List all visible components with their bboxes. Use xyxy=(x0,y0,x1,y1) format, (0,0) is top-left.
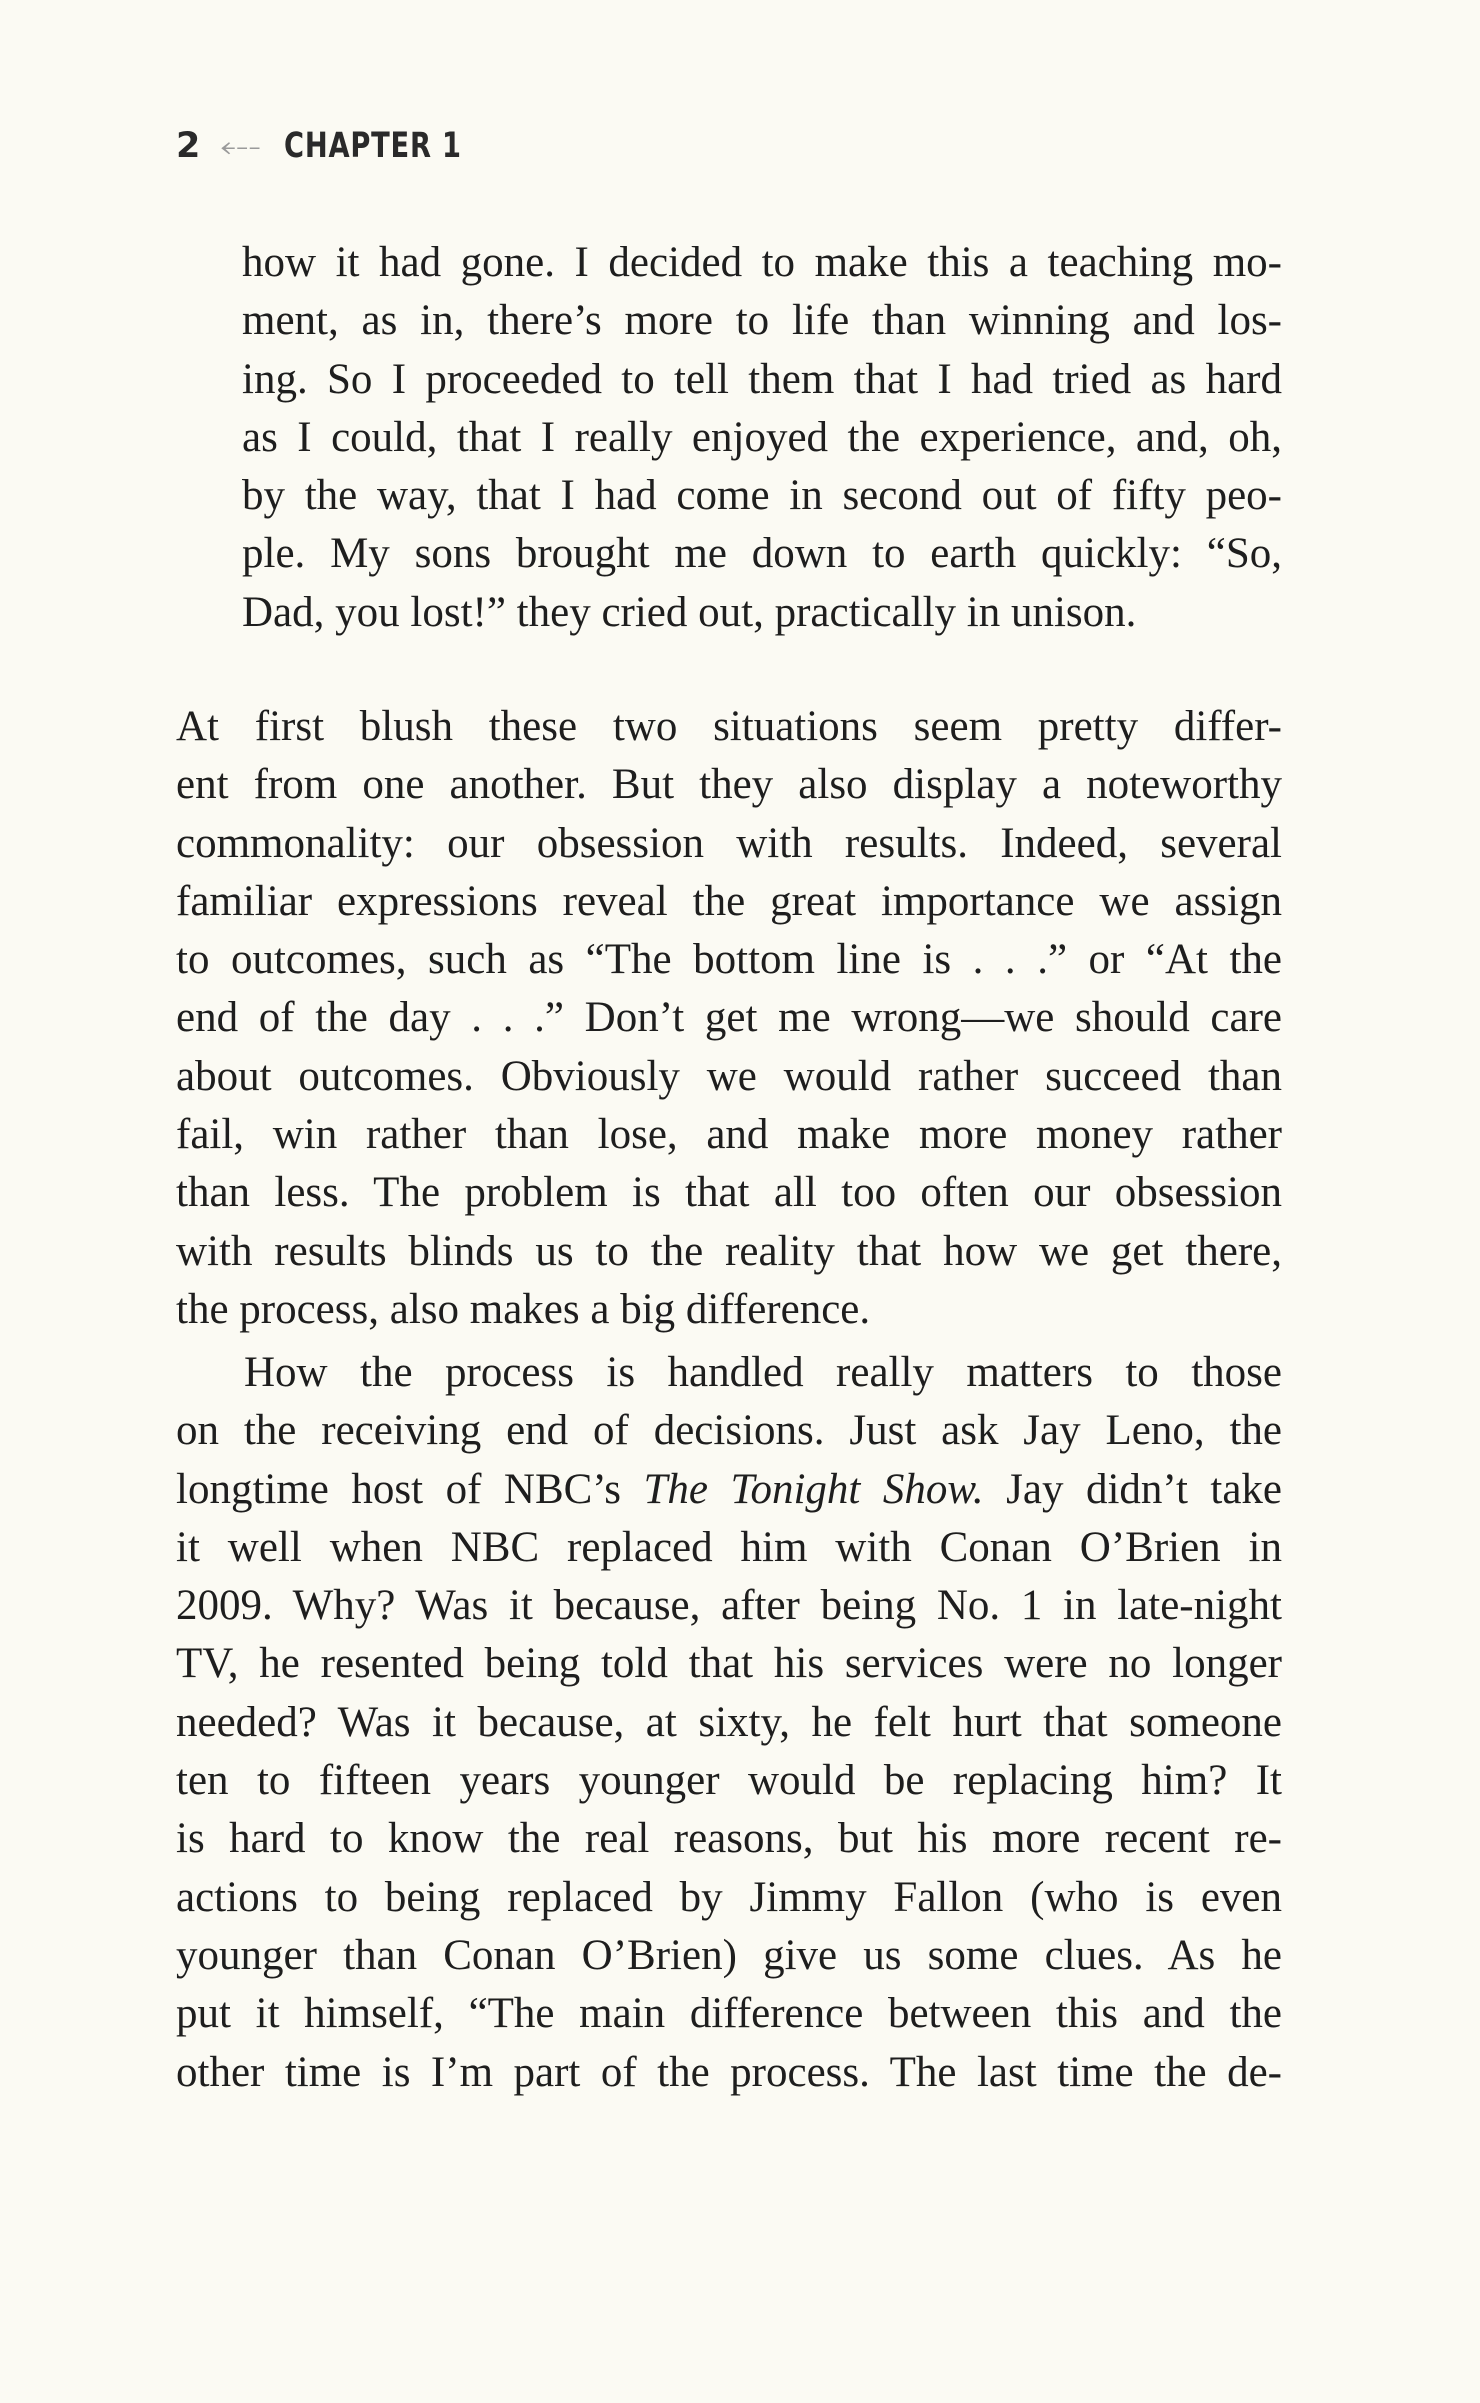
text-line: by the way, that I had come in second out of fifty peo- xyxy=(242,472,1282,520)
text-line-with-title xyxy=(176,1461,1282,1519)
text-line: ten to fifteen years younger would be replacing him? It xyxy=(176,1757,1282,1805)
text-line: than less. The problem is that all too often our obsession xyxy=(176,1169,1282,1217)
ornament-icon: ⤎ xyxy=(220,128,263,164)
text-line: familiar expressions reveal the great importance we assign xyxy=(176,877,1282,925)
text-line: TV, he resented being told that his services were no longer xyxy=(176,1640,1282,1688)
text-line: commonality: our obsession with results. Indeed, several xyxy=(176,819,1282,867)
text-line: how it had gone. I decided to make this a teaching mo- xyxy=(242,239,1282,286)
text-line: ent from one another. But they also display a noteworthy xyxy=(176,761,1282,809)
text-line: put it himself, “The main difference between this and the xyxy=(176,1990,1282,2038)
text-fragment: Jay didn’t take xyxy=(983,1465,1283,1513)
text-line: it well when NBC replaced him with Conan O’Brien in xyxy=(176,1523,1282,1571)
text-fragment: longtime host of NBC’s xyxy=(176,1465,644,1513)
text-line: with results blinds us to the reality that how we get there, xyxy=(176,1227,1282,1275)
running-header xyxy=(176,122,512,170)
page-number: 2 xyxy=(176,126,202,166)
chapter-label: CHAPTER 1 xyxy=(283,126,462,166)
text-line: At first blush these two situations seem pretty differ- xyxy=(176,703,1282,750)
text-line: ing. So I proceeded to tell them that I had tried as hard xyxy=(242,355,1282,403)
text-line: How the process is handled really matters to those xyxy=(244,1349,1282,1396)
text-line: is hard to know the real reasons, but his more recent re- xyxy=(176,1815,1282,1863)
text-line: other time is I’m part of the process. The last time the de- xyxy=(176,2048,1282,2096)
text-line: Dad, you lost!” they cried out, practically in unison. xyxy=(242,588,1137,636)
text-line: ment, as in, there’s more to life than winning and los- xyxy=(242,297,1282,345)
paragraph-results-obsession xyxy=(176,698,1282,1339)
text-line: the process, also makes a big difference. xyxy=(176,1285,871,1333)
text-line: to outcomes, such as “The bottom line is . . .” or “At the xyxy=(176,936,1282,984)
text-line: as I could, that I really enjoyed the experience, and, oh, xyxy=(242,413,1282,461)
text-line: younger than Conan O’Brien) give us some clues. As he xyxy=(176,1931,1282,1979)
text-line: end of the day . . .” Don’t get me wrong—we should care xyxy=(176,994,1282,1042)
quote-paragraph-end xyxy=(242,234,1282,642)
text-line: about outcomes. Obviously we would rather succeed than xyxy=(176,1052,1282,1100)
text-line: actions to being replaced by Jimmy Fallon (who is even xyxy=(176,1873,1282,1921)
show-title: The Tonight Show. xyxy=(643,1465,984,1513)
text-line: on the receiving end of decisions. Just ask Jay Leno, the xyxy=(176,1407,1282,1455)
text-line: ple. My sons brought me down to earth quickly: “So, xyxy=(242,530,1282,578)
text-line: 2009. Why? Was it because, after being No. 1 in late-night xyxy=(176,1582,1282,1630)
paragraph-process-matters xyxy=(176,1344,1282,2102)
text-line: needed? Was it because, at sixty, he felt hurt that someone xyxy=(176,1698,1282,1746)
text-line: fail, win rather than lose, and make more money rather xyxy=(176,1111,1282,1159)
